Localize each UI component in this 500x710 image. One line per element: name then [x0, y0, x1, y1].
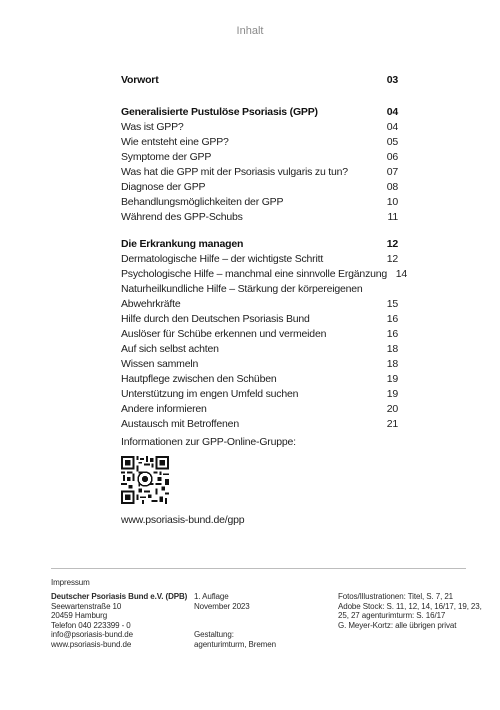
qr-code-icon[interactable]	[121, 456, 169, 504]
toc-heading-page: 04	[386, 106, 398, 118]
toc-entry-label: Naturheilkundliche Hilfe – Stärkung der körpereigenen Abwehrkräfte	[121, 283, 363, 310]
toc-entry[interactable]	[121, 417, 398, 432]
impressum-credits	[338, 592, 482, 630]
toc-entry[interactable]	[121, 357, 398, 372]
toc-entry-page: 14	[395, 268, 408, 280]
toc-entry[interactable]	[121, 180, 398, 195]
toc-heading-label: Generalisierte Pustulöse Psoriasis (GPP)	[121, 106, 318, 118]
toc-entry-page: 04	[386, 121, 398, 133]
publisher-email[interactable]: info@psoriasis-bund.de	[51, 630, 133, 639]
credits-line: G. Meyer-Kortz: alle übrigen privat	[338, 620, 457, 630]
edition-number: 1. Auflage	[194, 592, 229, 601]
toc-entry[interactable]	[121, 387, 398, 402]
toc-entry[interactable]	[121, 165, 398, 180]
publisher-city: 20459 Hamburg	[51, 611, 108, 620]
toc-entry-page: 08	[386, 181, 398, 193]
toc-entry-page: 05	[386, 136, 398, 148]
toc-entry-label: Auf sich selbst achten	[121, 343, 219, 355]
toc-entry-label: Auslöser für Schübe erkennen und vermeiden	[121, 328, 327, 340]
toc-entry[interactable]	[121, 327, 398, 342]
toc-entry-label: Austausch mit Betroffenen	[121, 418, 239, 430]
toc-heading-label: Die Erkrankung managen	[121, 238, 244, 250]
toc-entry-page: 15	[386, 298, 398, 310]
publisher-street: Seewartenstraße 10	[51, 601, 122, 611]
toc-entry-page: 16	[386, 313, 398, 325]
toc-entry[interactable]	[121, 342, 398, 357]
toc-entry-page: 06	[386, 151, 398, 163]
toc-entry-label: Während des GPP-Schubs	[121, 211, 243, 223]
toc-heading-gpp[interactable]	[121, 105, 398, 120]
design-label: Gestaltung:	[194, 630, 234, 639]
credits-line: 25, 27 agenturimturm: S. 16/17	[338, 611, 446, 620]
toc-entry-page: 18	[386, 358, 398, 370]
toc-entry-label: Dermatologische Hilfe – der wichtigste Schritt	[121, 253, 324, 265]
toc-entry-label: Wie entsteht eine GPP?	[121, 136, 229, 148]
toc-entry-page: 20	[386, 403, 398, 415]
toc-entry-label: Symptome der GPP	[121, 151, 212, 163]
toc-entry-label: Hilfe durch den Deutschen Psoriasis Bund	[121, 313, 310, 325]
impressum-divider	[51, 568, 466, 569]
online-group-url[interactable]: www.psoriasis-bund.de/gpp	[121, 514, 245, 526]
design-agency: agenturimturm, Bremen	[194, 639, 276, 649]
toc-entry[interactable]	[121, 120, 398, 135]
toc-entry-page: 19	[386, 388, 398, 400]
toc-entry[interactable]	[121, 150, 398, 165]
toc-entry-label: Wissen sammeln	[121, 358, 199, 370]
toc-entry-label: Psychologische Hilfe – manchmal eine sinnvolle Ergänzung	[121, 268, 388, 280]
toc-heading-page: 12	[386, 238, 398, 250]
toc-entry-label: Unterstützung im engen Umfeld suchen	[121, 388, 299, 400]
impressum-title: Impressum	[51, 578, 90, 587]
toc-entry[interactable]	[121, 135, 398, 150]
toc-section-manage	[121, 237, 408, 432]
toc-entry[interactable]	[121, 267, 408, 282]
impressum-edition	[194, 592, 250, 611]
credits-line: Fotos/Illustrationen: Titel, S. 7, 21	[338, 592, 454, 601]
online-group-label: Informationen zur GPP-Online-Gruppe:	[121, 436, 296, 448]
page-title: Inhalt	[236, 25, 264, 37]
toc-heading-manage[interactable]	[121, 237, 398, 252]
toc-section-gpp	[121, 105, 398, 225]
publisher-name: Deutscher Psoriasis Bund e.V. (DPB)	[51, 592, 188, 601]
toc-entry-label: Diagnose der GPP	[121, 181, 206, 193]
edition-date: November 2023	[194, 601, 250, 611]
toc-entry-page: 03	[386, 74, 398, 86]
toc-entry-page: 18	[386, 343, 398, 355]
toc-entry-label: Andere informieren	[121, 403, 207, 415]
toc-entry[interactable]	[121, 282, 398, 312]
toc-entry-page: 11	[387, 211, 398, 223]
impressum-design	[194, 630, 276, 649]
toc-entry[interactable]	[121, 252, 398, 267]
toc-entry[interactable]	[121, 402, 398, 417]
impressum-publisher	[51, 592, 187, 649]
toc-entry-label: Was hat die GPP mit der Psoriasis vulgaris zu tun?	[121, 166, 348, 178]
publisher-phone: Telefon 040 223399 - 0	[51, 620, 131, 630]
toc-entry-page: 16	[386, 328, 398, 340]
toc-entry[interactable]	[121, 195, 398, 210]
publisher-website[interactable]: www.psoriasis-bund.de	[51, 639, 132, 649]
toc-entry-label: Hautpflege zwischen den Schüben	[121, 373, 277, 385]
toc-entry-label: Was ist GPP?	[121, 121, 184, 133]
toc-entry-label: Vorwort	[121, 74, 159, 86]
toc-entry-page: 07	[386, 166, 398, 178]
toc-entry[interactable]	[121, 372, 398, 387]
toc-entry-page: 21	[386, 418, 398, 430]
toc-entry[interactable]	[121, 312, 398, 327]
toc-entry-vorwort[interactable]	[121, 73, 398, 88]
toc-vorwort	[121, 73, 398, 88]
toc-entry[interactable]	[121, 210, 398, 225]
toc-entry-label: Behandlungsmöglichkeiten der GPP	[121, 196, 284, 208]
toc-entry-page: 12	[386, 253, 398, 265]
toc-entry-page: 10	[386, 196, 398, 208]
credits-line: Adobe Stock: S. 11, 12, 14, 16/17, 19, 23,	[338, 601, 482, 611]
toc-entry-page: 19	[386, 373, 398, 385]
